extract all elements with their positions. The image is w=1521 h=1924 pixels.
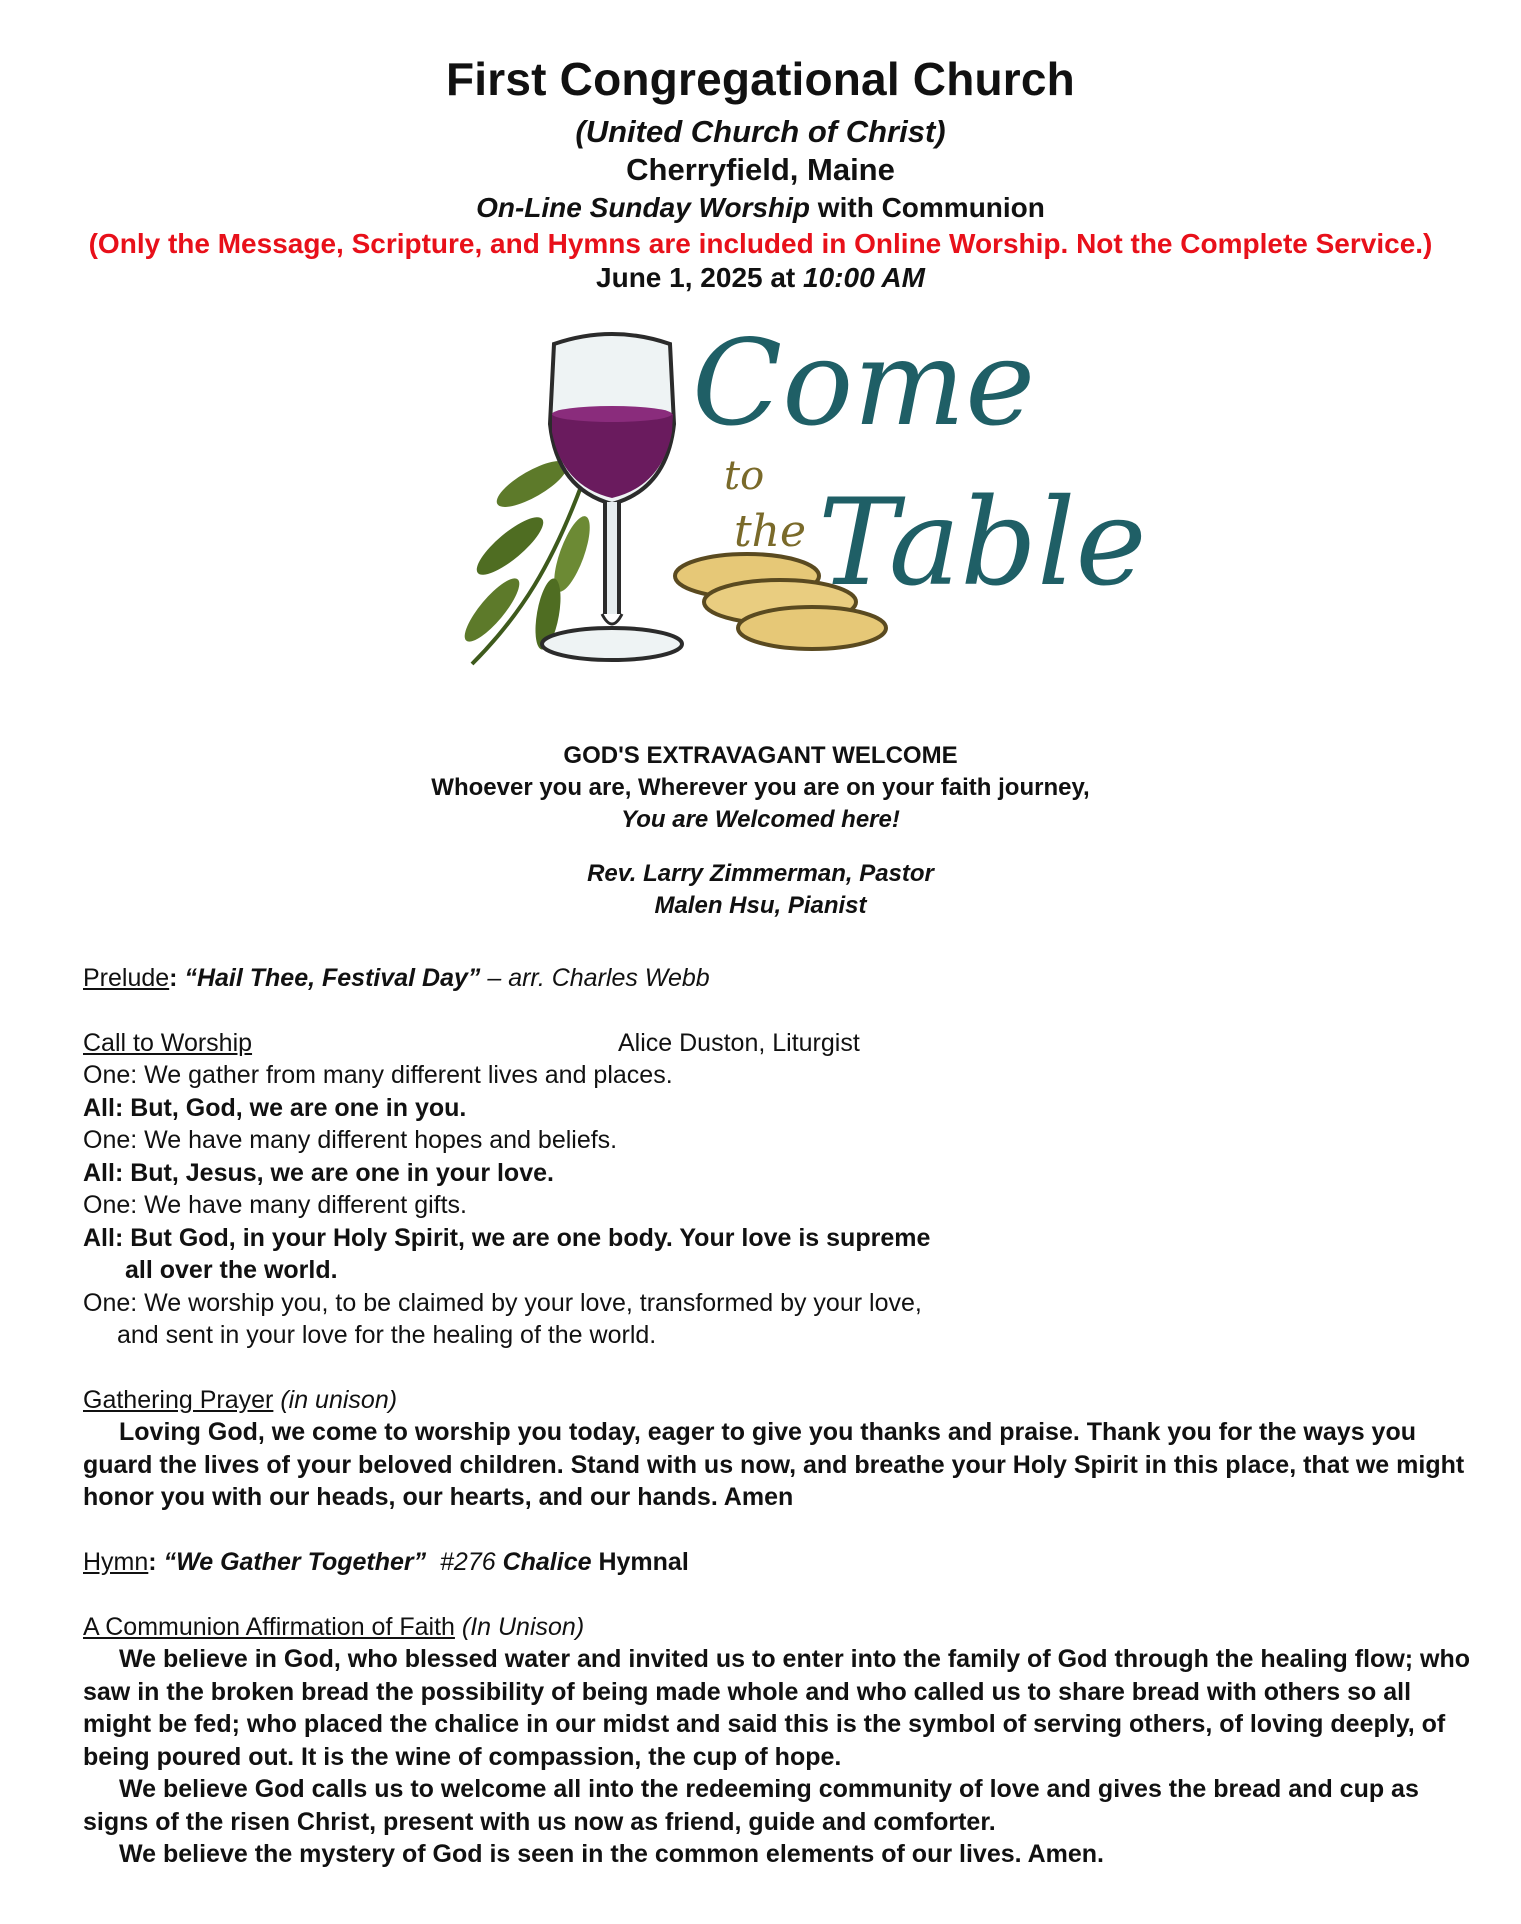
hymn-sep: : xyxy=(148,1548,164,1576)
logo-word-the: the xyxy=(734,506,807,557)
hymnal-name-italic: Chalice xyxy=(502,1548,592,1576)
service-title-rest: with Communion xyxy=(810,192,1045,223)
call-line-4: All: But, Jesus, we are one in your love. xyxy=(83,1159,554,1187)
welcome-title: GOD'S EXTRAVAGANT WELCOME xyxy=(563,742,958,769)
online-notice: (Only the Message, Scripture, and Hymns are included in Online Worship. Not the Complete Service.) xyxy=(88,228,1433,259)
gathering-prayer-label: Gathering Prayer xyxy=(83,1386,274,1414)
hymn-line xyxy=(83,1546,689,1579)
call-line-1: One: We gather from many different lives and places. xyxy=(83,1061,673,1089)
affirmation-heading xyxy=(83,1611,584,1644)
gathering-prayer-note: (in unison) xyxy=(273,1386,398,1414)
come-to-the-table-logo xyxy=(462,314,1147,674)
affirmation-label: A Communion Affirmation of Faith xyxy=(83,1613,455,1641)
logo-word-table: Table xyxy=(818,474,1147,613)
call-line-5: One: We have many different gifts. xyxy=(83,1191,467,1219)
wine-glass-icon xyxy=(542,334,682,660)
service-time: 10:00 AM xyxy=(803,262,925,293)
service-date xyxy=(0,262,1521,294)
call-line-6: All: But God, in your Holy Spirit, we are one body. Your love is supreme xyxy=(83,1224,931,1252)
logo-word-to: to xyxy=(724,453,765,499)
welcome-line-1: Whoever you are, Wherever you are on your faith journey, xyxy=(431,774,1090,801)
affirmation-paragraph-3: We believe the mystery of God is seen in the common elements of our lives. Amen. xyxy=(119,1840,1104,1868)
prelude-arranger: – arr. Charles Webb xyxy=(480,964,710,992)
service-date-text: June 1, 2025 at xyxy=(596,262,804,293)
hymn-title: “We Gather Together” xyxy=(163,1548,427,1576)
affirmation-paragraph-1: We believe in God, who blessed water and invited us to enter into the family of God through the healing flow; who saw in the broken bread the possibility of being made whole and who called us to share bread with others so all might be fed; who placed the chalice in our midst and said this is the symbol of serving others, of loving deeply, of being poured out. It is the wine of compassion, the cup of hope. xyxy=(83,1645,1471,1771)
welcome-line-2: You are Welcomed here! xyxy=(621,806,900,833)
hymnal-name-rest: Hymnal xyxy=(591,1548,689,1576)
prelude-label: Prelude xyxy=(83,964,170,992)
service-title-italic: On-Line Sunday Worship xyxy=(476,192,811,223)
service-title xyxy=(0,192,1521,224)
call-line-2: All: But, God, we are one in you. xyxy=(83,1094,467,1122)
affirmation-note: (In Unison) xyxy=(454,1613,585,1641)
prelude-line xyxy=(83,962,710,995)
logo-word-come: Come xyxy=(692,314,1036,452)
denomination: (United Church of Christ) xyxy=(575,114,946,149)
affirmation-paragraph-2: We believe God calls us to welcome all into the redeeming community of love and gives the bread and cup as signs of the risen Christ, present with us now as friend, guide and comforter. xyxy=(83,1775,1419,1836)
call-to-worship-label: Call to Worship xyxy=(83,1029,253,1057)
prelude-title: “Hail Thee, Festival Day” xyxy=(184,964,481,992)
pastor-credit: Rev. Larry Zimmerman, Pastor xyxy=(587,860,934,887)
call-line-9: and sent in your love for the healing of the world. xyxy=(117,1321,657,1349)
call-line-8: One: We worship you, to be claimed by your love, transformed by your love, xyxy=(83,1289,922,1317)
gathering-prayer-heading xyxy=(83,1384,397,1417)
church-location: Cherryfield, Maine xyxy=(626,152,895,187)
pianist-credit: Malen Hsu, Pianist xyxy=(654,892,867,919)
liturgist-name: Alice Duston, Liturgist xyxy=(618,1029,860,1057)
hymn-number: #276 xyxy=(426,1548,503,1576)
prelude-sep: : xyxy=(169,964,185,992)
call-line-3: One: We have many different hopes and beliefs. xyxy=(83,1126,618,1154)
hymn-label: Hymn xyxy=(83,1548,149,1576)
call-line-7: all over the world. xyxy=(125,1256,338,1284)
church-name: First Congregational Church xyxy=(446,53,1075,105)
gathering-prayer-text: Loving God, we come to worship you today, eager to give you thanks and praise. Thank you for the ways you guard the lives of your beloved children. Stand with us now, and breathe your Holy Spirit in this place, that we might honor you with our heads, our hearts, and our hands. Amen xyxy=(83,1418,1465,1511)
